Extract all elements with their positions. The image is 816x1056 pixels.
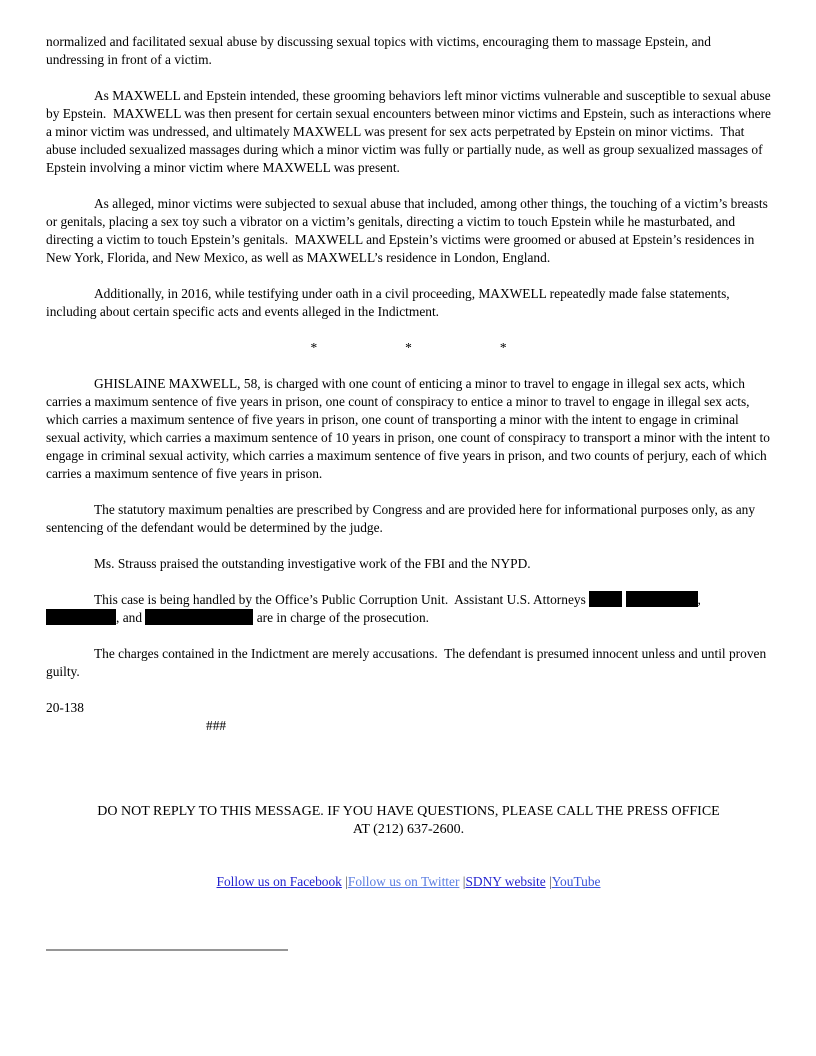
redaction-bar [589,591,622,607]
social-links-row [46,873,771,891]
redaction-bar [145,609,253,625]
paragraph-grooming-intent: As MAXWELL and Epstein intended, these grooming behaviors left minor victims vulnerable and susceptible to sexual abuse by Epstein. MAXWELL was then present for certain sexual encounters between minor victims and Epstein, such as interactions where a minor victim was undressed, and ultimately MAXWELL was present for sex acts perpetrated by Epstein on minor victims. That abuse included sexualized massages during which a minor victim was fully or partially nude, as well as group sexualized massages of Epstein involving a minor victim where MAXWELL was present. [46,88,775,175]
asterisk: * [405,340,412,355]
case-number: 20-138 [46,700,84,715]
asterisk: * [499,340,507,355]
asterisk-separator [46,339,771,357]
paragraph-abuse-allegations: As alleged, minor victims were subjected to sexual abuse that included, among other things, the touching of a victim’s breasts or genitals, placing a sex toy such a vibrator on a victim’s genitals, directing a victim to touch Epstein while he masturbated, and directing a victim to touch Epstein’s genitals. MAXWELL and Epstein’s victims were groomed or abused at Epstein’s residences in New York, Florida, and New Mexico, as well as MAXWELL’s residence in London, England. [46,196,772,265]
twitter-link[interactable]: Follow us on Twitter [347,874,460,889]
youtube-link[interactable]: YouTube [551,874,601,889]
paragraph-grooming-continued: normalized and facilitated sexual abuse by discussing sexual topics with victims, encouraging them to massage Epstein, and undressing in front of a victim. [46,34,715,67]
footnote-divider [46,949,288,951]
paragraph-statutory-maximums: The statutory maximum penalties are prescribed by Congress and are provided here for informational purposes only, as any sentencing of the defendant would be determined by the judge. [46,502,759,535]
asterisk: * [310,340,318,355]
notice-line-2: AT (212) 637-2600. [352,822,465,837]
paragraph-presumption-of-innocence: The charges contained in the Indictment are merely accusations. The defendant is presumed innocent unless and until proven guilty. [46,646,770,679]
paragraph-prosecutors [46,591,771,627]
link-separator: | [545,874,552,889]
prosecutors-text: This case is being handled by the Office’s Public Corruption Unit. Assistant U.S. Attorneys [94,592,590,607]
link-separator: | [459,874,466,889]
link-separator: | [341,874,348,889]
facebook-link[interactable]: Follow us on Facebook [216,874,342,889]
redaction-bar [626,591,698,607]
prosecutors-text: are in charge of the prosecution. [253,610,430,625]
press-office-notice [46,803,771,839]
notice-line-1: DO NOT REPLY TO THIS MESSAGE. IF YOU HAVE QUESTIONS, PLEASE CALL THE PRESS OFFICE [97,804,720,819]
end-marker: ### [206,718,227,733]
prosecutors-text: , [697,592,705,607]
paragraph-perjury-2016: Additionally, in 2016, while testifying under oath in a civil proceeding, MAXWELL repeatedly made false statements, including about certain specific acts and events alleged in the Indictment. [46,286,733,319]
sdny-website-link[interactable]: SDNY website [465,874,546,889]
paragraph-strauss-praise: Ms. Strauss praised the outstanding investigative work of the FBI and the NYPD. [94,556,531,571]
paragraph-charges-list: GHISLAINE MAXWELL, 58, is charged with one count of enticing a minor to travel to engage in illegal sex acts, which carries a maximum sentence of five years in prison, one count of conspiracy to entice a minor to travel to engage in illegal sex acts, which carries a maximum sentence of five years in prison, one count of transporting a minor with the intent to engage in criminal sexual activity, which carries a maximum sentence of 10 years in prison, one count of conspiracy to transport a minor with the intent to engage in criminal sexual activity, which carries a maximum sentence of five years in prison, and two counts of perjury, each of which carries a maximum sentence of five years in prison. [46,376,774,481]
redaction-bar [46,609,116,625]
prosecutors-text: , and [116,610,146,625]
